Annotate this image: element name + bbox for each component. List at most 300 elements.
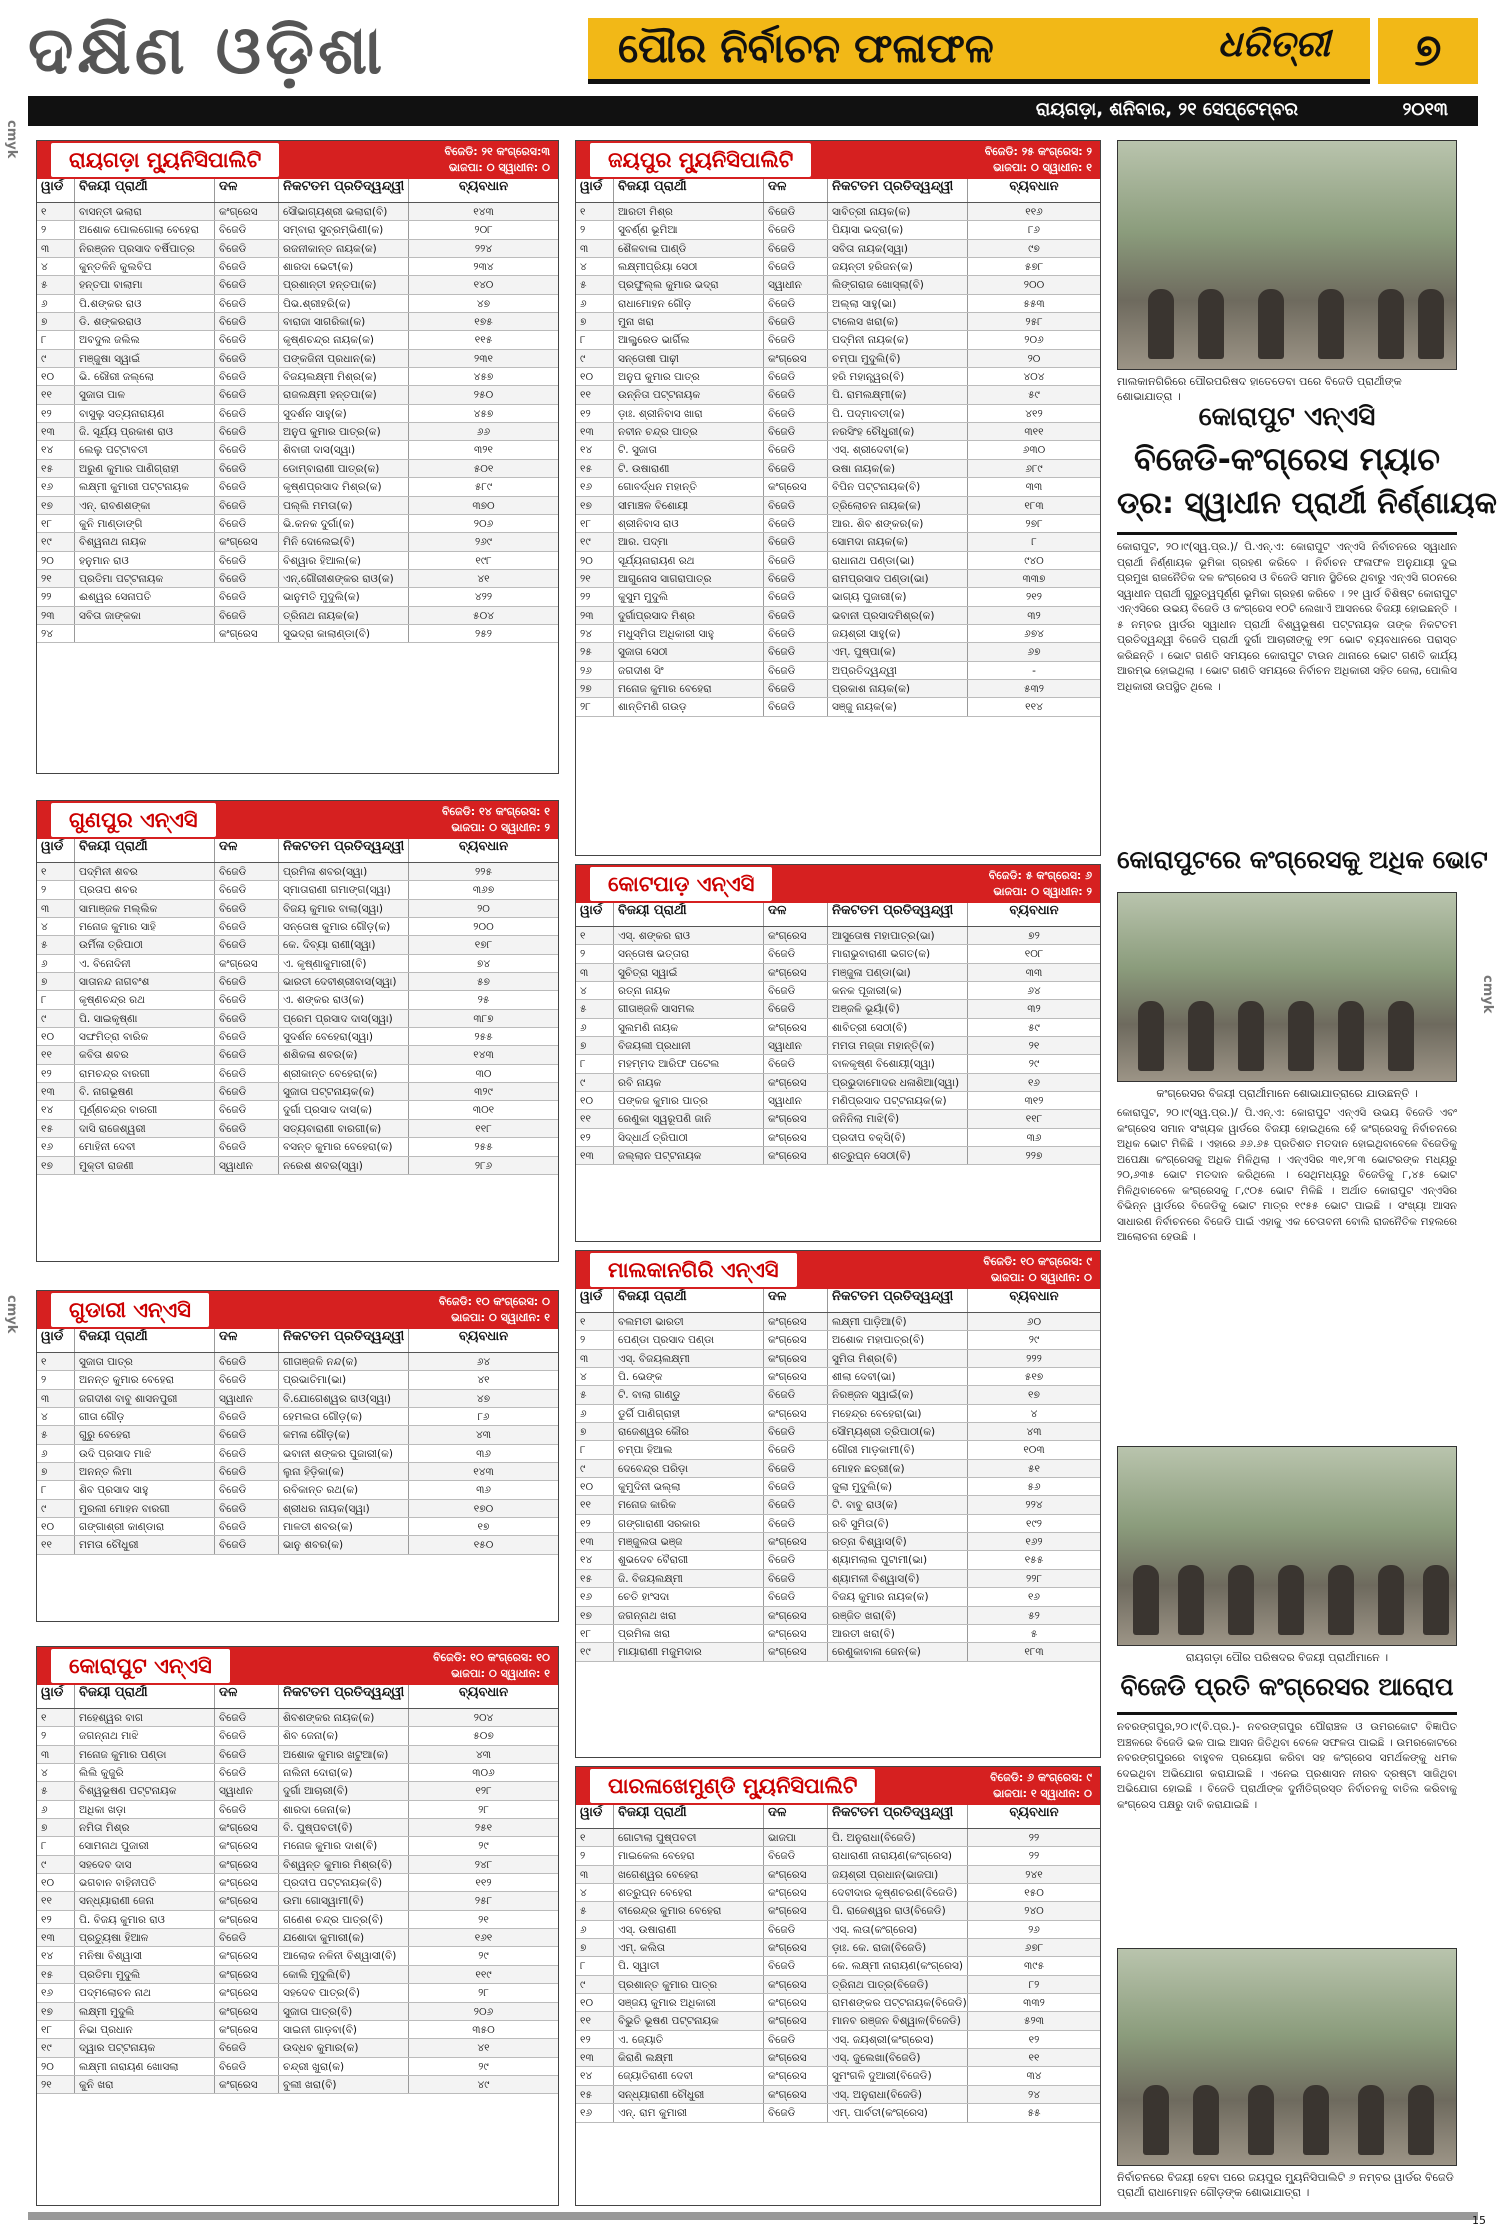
ward-number: ୧୦ xyxy=(37,1518,75,1535)
margin: ୪୭ xyxy=(476,297,491,310)
runner-up: ଶିବଶଙ୍କର ନାୟକ(କ) xyxy=(279,1709,409,1726)
table-row xyxy=(37,1892,558,1910)
table-row xyxy=(576,258,1100,276)
party: ବିଜେଡି xyxy=(215,918,279,935)
party: ବିଜେଡି xyxy=(215,1709,279,1726)
column-header: ବ୍ୟବଧାନ xyxy=(1009,903,1059,918)
table-row xyxy=(576,460,1100,478)
party: ବିଜେଡି xyxy=(764,1957,828,1974)
winner-name: ଗଙ୍ଗାଶ୍ରୀ କାଣ୍ଡାରା xyxy=(75,1518,215,1535)
photo-rayagada-winners xyxy=(1117,1446,1457,1646)
runner-up: ସମ୍ବାରା ସୁବ୍ରମ୍ଭିଣୀ(କ) xyxy=(279,221,409,238)
ward-number: ୧୦ xyxy=(576,1994,614,2011)
runner-up: ତ୍ରିନାଥ ପାତ୍ର(ବିଜେଡି) xyxy=(828,1976,968,1993)
margin: ୫ xyxy=(1030,1627,1038,1640)
table-row xyxy=(37,240,558,258)
margin: ୧୪୩ xyxy=(473,1466,494,1479)
margin: ୬୦ xyxy=(1026,1316,1042,1328)
table-row xyxy=(37,258,558,276)
winner-name: ପି.ଶଙ୍କର ରାଓ xyxy=(75,295,215,312)
margin: ୫୭ xyxy=(477,976,490,989)
table-row xyxy=(37,276,558,294)
party: ବିଜେଡି xyxy=(764,295,828,312)
party: କଂଗ୍ରେସ xyxy=(764,350,828,367)
margin: ୬୩୦ xyxy=(1022,444,1046,457)
column-header: ୱାର୍ଡ xyxy=(576,179,614,202)
party: ବିଜେଡି xyxy=(764,1441,828,1458)
party-tally: ବିଜେଡି: ୬ କଂଗ୍ରେସ: ୯ xyxy=(990,1771,1092,1784)
winner-name: ବିଶ୍ୱଭୂଷଣ ପଟ୍ଟନାୟକ xyxy=(75,1782,215,1799)
party: ସ୍ୱାଧୀନ xyxy=(764,1037,828,1054)
runner-up: ପିୟାସା ଭଦ୍ରା(କ) xyxy=(828,221,968,238)
table-row xyxy=(576,1460,1100,1478)
winner-name: ସୁଚିତ୍ରା ସ୍ୱାଇଁ xyxy=(614,964,764,981)
table-body xyxy=(576,203,1100,717)
table-row xyxy=(576,1405,1100,1423)
margin: ୮୬ xyxy=(1027,224,1041,237)
table-row xyxy=(37,368,558,386)
margin: ୨୪୧ xyxy=(1025,1868,1043,1881)
table-row xyxy=(37,1101,558,1119)
margin: ୧୧୨ xyxy=(475,1877,492,1890)
table-body xyxy=(37,863,558,1175)
ward-number: ୮ xyxy=(576,1441,614,1458)
table-row xyxy=(37,1500,558,1518)
table-row xyxy=(37,1065,558,1083)
winner-name: ବିଶ୍ୱନାଥ ନାୟକ xyxy=(75,533,215,550)
margin: ୧୧୮ xyxy=(475,1122,492,1135)
table-row xyxy=(576,680,1100,698)
ward-number: ୨୮ xyxy=(576,698,614,715)
margin: ୨୨ xyxy=(1028,1832,1040,1844)
winner-name: ହନ୍ତପା ବାଲାମା xyxy=(75,276,215,293)
ward-number: ୬ xyxy=(576,1921,614,1938)
margin: ୨୨୪ xyxy=(1025,1499,1043,1512)
margin: ୫୯ xyxy=(1028,1021,1040,1034)
margin: ୪୩ xyxy=(476,1429,491,1442)
winner-name: ଶତ୍ରୁଘ୍ନ ବେହେରା xyxy=(614,1884,764,1901)
story1-kicker: କୋରାପୁଟ ଏନ୍ଏସି xyxy=(1198,402,1376,432)
party: ବିଜେଡି xyxy=(764,588,828,605)
margin: ୧୯୨ xyxy=(1026,1517,1042,1530)
table-title: ଗୁଡାରୀ ଏନ୍ଏସି xyxy=(51,1293,209,1327)
margin: ୩୩୨ xyxy=(1023,1997,1045,2010)
margin: ୨୪୦ xyxy=(1024,1905,1044,1918)
story1-body: କୋରାପୁଟ, ୨୦।୯(ସ୍ୱ.ପ୍ର.)/ ପି.ଏନ୍.ଏ: କୋରାପୁଟ ଏନ୍ଏସି ନିର୍ବାଚନରେ ସ୍ୱାଧୀନ ପ୍ରାର୍ଥୀ ନିର୍ଣ୍ଣାୟକ ଭୂମିକା ଗ୍ରହଣ କରିବେ । ନିର୍ବାଚନ ଫଳାଫଳ ଅନୁଯାୟୀ ଦୁଇ ପ୍ରମୁଖ ରାଜନୈତିକ ଦଳ କଂଗ୍ରେସ ଓ ବିଜେଡି ସମାନ ସ୍ଥିତିରେ ଥିବାରୁ ଏନ୍ଏସି ଗଠନରେ ସ୍ୱାଧୀନ ପ୍ରାର୍ଥୀ ଗୁରୁତ୍ୱପୂର୍ଣ୍ଣ ଭୂମିକା ଗ୍ରହଣ କରିବେ । ୨୧ ୱାର୍ଡ ବିଶିଷ୍ଟ କୋରାପୁଟ ଏନ୍ଏସିରେ ଉଭୟ ବିଜେଡି ଓ କଂଗ୍ରେସ ୧୦ଟି ଲେଖାଏଁ ଆସନରେ ବିଜୟୀ ହୋଇଛନ୍ତି । ୫ ନମ୍ବର ୱାର୍ଡର ସ୍ୱାଧୀନ ପ୍ରାର୍ଥୀ ବିଶ୍ୱଭୂଷଣ ପଟ୍ଟନାୟକ ତାଙ୍କ ନିକଟତମ ପ୍ରତିଦ୍ୱନ୍ଦ୍ୱୀ ବିଜେଡି ପ୍ରାର୍ଥୀ ଦୁର୍ଗା ଆଚାରୀଙ୍କୁ ୧୨୮ ଭୋଟ ବ୍ୟବଧାନରେ ପରାସ୍ତ କରିଛନ୍ତି । ଭୋଟ ଗଣତି ସମୟରେ କୋରାପୁଟ ଟାଉନ ଥାନାରେ ଭୋଟ ଗଣତି କାର୍ଯ୍ୟ ଆରମ୍ଭ ହୋଇଥିଲା । ଭୋଟ ଗଣତି ସମୟରେ ନିର୍ବାଚନ ଅଧିକାରୀ ସହିତ ଜେଲା, ପୋଲିସ ଅଧିକାରୀ ଉପସ୍ଥିତ ଥିଲେ । xyxy=(1117,541,1457,693)
ward-number: ୧୨ xyxy=(37,1065,75,1082)
party: କଂଗ୍ରେସ xyxy=(764,927,828,944)
table-row xyxy=(576,1110,1100,1128)
table-row xyxy=(37,1120,558,1138)
winner-name: ପଦ୍ମଲୋଚନ ନାଥ xyxy=(75,1984,215,2001)
party: କଂଗ୍ରେସ xyxy=(764,478,828,495)
table-row xyxy=(37,1911,558,1929)
margin: ୪୧ xyxy=(477,1374,490,1387)
winner-name: ରାଜେଶ୍ୱର କୌର xyxy=(614,1423,764,1440)
ward-number: ୫ xyxy=(576,1386,614,1403)
margin: ୨୯ xyxy=(1028,1058,1040,1071)
party: ସ୍ୱାଧୀନ xyxy=(764,1092,828,1109)
table-row xyxy=(37,973,558,991)
dateline xyxy=(28,96,1478,126)
runner-up: ମାନବ ରଞ୍ଜନ ବିଶ୍ୱାଳ(ବିଜେଡି) xyxy=(828,2012,968,2029)
ward-number: ୯ xyxy=(576,1976,614,1993)
margin: ୨୧୨ xyxy=(1026,591,1042,604)
runner-up: ଶାରଦା ଭେଟୀ(କ) xyxy=(279,258,409,275)
margin: ୬୪ xyxy=(1027,985,1041,998)
winner-name: ଈଶ୍ୱର ସେନାପତି xyxy=(75,588,215,605)
story1-headline-line2: ଡ୍ର: ସ୍ୱାଧୀନ ପ୍ରାର୍ଥୀ ନିର୍ଣ୍ଣାୟକ xyxy=(1117,486,1497,521)
ward-number: ୭ xyxy=(37,1463,75,1480)
ward-number: ୭ xyxy=(37,973,75,990)
runner-up: ଅଲ୍ଲା ସାହୁ(ଭା) xyxy=(828,295,968,312)
dateline-bar xyxy=(28,96,588,126)
winner-name: ଭି. ରୌରୀ ଜଲ୍ଲୋ xyxy=(75,368,215,385)
table-row xyxy=(576,1496,1100,1514)
table-row xyxy=(576,386,1100,404)
margin: ୬୬ xyxy=(476,426,491,439)
ward-number: ୧୦ xyxy=(37,368,75,385)
party: ବିଜେଡି xyxy=(764,1386,828,1403)
party: ଭାଜପା xyxy=(764,1829,828,1846)
story2-headline: କୋରାପୁଟରେ କଂଗ୍ରେସକୁ ଅଧିକ ଭୋଟ xyxy=(1117,845,1488,874)
margin: ୨୧ xyxy=(1028,1040,1040,1053)
winner-name: ଗୀତା ଗୌଡ଼ xyxy=(75,1408,215,1425)
column-header: ବିଜୟୀ ପ୍ରାର୍ଥୀ xyxy=(614,903,764,926)
table-row xyxy=(576,662,1100,680)
party-tally: ବିଜେଡି: ୫ କଂଗ୍ରେସ: ୬ xyxy=(988,869,1092,882)
table-row xyxy=(576,423,1100,441)
table-row xyxy=(37,1966,558,1984)
party: କଂଗ୍ରେସ xyxy=(764,1019,828,1036)
margin: ୨୫୧ xyxy=(474,1822,493,1835)
margin: ୧୧୯ xyxy=(475,1968,492,1981)
ward-number: ୧୩ xyxy=(576,423,614,440)
table-row xyxy=(576,405,1100,423)
table-header xyxy=(576,1251,1100,1289)
table-row xyxy=(576,1921,1100,1939)
margin: ୫୧ xyxy=(1027,1462,1041,1475)
table-row xyxy=(576,698,1100,716)
party: ବିଜେଡି xyxy=(215,368,279,385)
runner-up: ଗଣେଶ ଚନ୍ଦ୍ର ପାତ୍ର(ବି) xyxy=(279,1911,409,1928)
winner-name: ଏସ୍. ବିଜୟଲକ୍ଷ୍ମୀ xyxy=(614,1350,764,1367)
ward-number: ୨୪ xyxy=(576,625,614,642)
margin: ୨୬ xyxy=(1028,1923,1040,1936)
ward-number: ୧୭ xyxy=(576,497,614,514)
ward-number: ୫ xyxy=(37,936,75,953)
winner-name: କୃଷ୍ଣଚନ୍ଦ୍ର ରଥ xyxy=(75,991,215,1008)
ward-number: ୨ xyxy=(576,221,614,238)
ward-number: ୮ xyxy=(576,1055,614,1072)
ward-number: ୧୫ xyxy=(37,1120,75,1137)
winner-name: ବାସୁଲୁ ସତ୍ୟନାରାୟଣ xyxy=(75,405,215,422)
runner-up: ଏନ୍.ଗୌରୀଶଙ୍କର ରାଓ(କ) xyxy=(279,570,409,587)
winner-name: କିରାଣି ଲକ୍ଷ୍ମୀ xyxy=(614,2049,764,2066)
column-header: ଦଳ xyxy=(764,1289,828,1312)
party: ବିଜେଡି xyxy=(215,386,279,403)
margin: ୩୨୯ xyxy=(474,1086,493,1099)
ward-number: ୧୯ xyxy=(37,533,75,550)
table-row xyxy=(576,1441,1100,1459)
ward-number: ୬ xyxy=(37,295,75,312)
column-header: ବିଜୟୀ ପ୍ରାର୍ଥୀ xyxy=(75,839,215,862)
winner-name: କବିତା ଶବର xyxy=(75,1046,215,1063)
party: ସ୍ୱାଧୀନ xyxy=(764,276,828,293)
party: କଂଗ୍ରେସ xyxy=(215,1856,279,1873)
column-header: ଦଳ xyxy=(764,179,828,202)
table-row xyxy=(37,918,558,936)
runner-up: ପି. ରାମଲକ୍ଷ୍ମୀ(କ) xyxy=(828,386,968,403)
margin: ୨୭୮ xyxy=(1025,517,1043,530)
margin: ୪୧୨ xyxy=(1025,407,1043,420)
winner-name: ମୁରଲୀ ମୋହନ ବାରଗୀ xyxy=(75,1500,215,1517)
table-header xyxy=(576,1767,1100,1805)
margin: ୪ xyxy=(1030,1407,1038,1420)
winner-name: ଗୁରୁ ବେହେରା xyxy=(75,1426,215,1443)
ward-number: ୧୭ xyxy=(37,497,75,514)
table-body xyxy=(37,203,558,643)
table-row xyxy=(37,1782,558,1800)
ward-number: ୧୩ xyxy=(37,1083,75,1100)
table-row xyxy=(576,515,1100,533)
runner-up: ସୁମଂଗଳି ଦୁଆରୀ(ବିଜେଡି) xyxy=(828,2067,968,2084)
photo-caption: ନିର୍ବାଚନରେ ବିଜୟୀ ହେବା ପରେ ଜୟପୁର ମ୍ୟୁନିସିପାଲିଟି ୬ ନମ୍ବର ୱାର୍ଡର ବିଜେଡି ପ୍ରାର୍ଥୀ ରାଧାମୋହନ ଗୌଡ଼ଙ୍କ ଶୋଭାଯାତ୍ରା । xyxy=(1117,2171,1454,2199)
winner-name: ମହମ୍ମଦ ଆରିଫ ପଟେଲ xyxy=(614,1055,764,1072)
winner-name: ନବୀନ ଚନ୍ଦ୍ର ପାତ୍ର xyxy=(614,423,764,440)
runner-up: ଅପ୍ରତିଦ୍ୱନ୍ଦ୍ୱୀ xyxy=(828,662,968,679)
winner-name: ପ୍ରଫୁଲ୍ଲ କୁମାର ଭଦ୍ରା xyxy=(614,276,764,293)
winner-name: ଆର. ପଦ୍ମା xyxy=(614,533,764,550)
footer-page-number: 15 xyxy=(1472,2214,1486,2227)
runner-up: ଭାନୁ ଶବର(କ) xyxy=(279,1536,409,1553)
runner-up: ଲୁନା ହିଡ଼ିକା(କ) xyxy=(279,1463,409,1480)
ward-number: ୨୪ xyxy=(37,625,75,642)
story3-body: ନବରଙ୍ଗପୁର,୨୦।୯(ବି.ପ୍ର.)- ନବରଙ୍ଗପୁର ପୌରାଞ୍ଚଳ ଓ ଉମରକୋଟ ବିଜ୍ଞାପିତ ଅଞ୍ଚଳରେ ବିଜେଡି ଭଳ ପାଇ ଆସନ ଜିତିଥିବା ବେଳେ ସଫଳତା ପାଇଛି । ଉମରକୋଟରେ ନବରଙ୍ଗପୁରରେ ବାହୁବଳ ପ୍ରୟୋଗ କରିବା ସହ କଂଗ୍ରେସ ସମର୍ଥକଙ୍କୁ ଧମକ ଦେଇଥିବା ଅଭିଯୋଗ କରାଯାଇଛି । ଏନେଇ ପ୍ରଶାସନ ନୀରବ ଦ୍ରଷ୍ଟା ସାଜିଥିବା ଅଭିଯୋଗ ହୋଇଛି । ବିଜେଡି ପ୍ରାର୍ଥୀଙ୍କ ଦୁର୍ନୀତିଗ୍ରସ୍ତ ନିର୍ବାଚନକୁ ବାତିଲ କରିବାକୁ କଂଗ୍ରେସ ପକ୍ଷରୁ ଦାବି କରାଯାଇଛି । xyxy=(1117,1721,1457,1811)
results-table-gudari xyxy=(36,1290,559,1622)
runner-up: ଲିଙ୍ଗରାଜ ଖୋସ୍ଲା(ବି) xyxy=(828,276,968,293)
runner-up: ଆଲୋକ ନଳିନୀ ବିଶ୍ୱାସୀ(ବି) xyxy=(279,1947,409,1964)
party: ବିଜେଡି xyxy=(764,258,828,275)
runner-up: ଶତ୍ରୁଘ୍ନ ସେଠୀ(ବି) xyxy=(828,1147,968,1164)
party-tally: ଭାଜପା: ୦ ସ୍ୱାଧୀନ: ୧ xyxy=(993,161,1092,174)
ward-number: ୬ xyxy=(576,1405,614,1422)
party: ବିଜେଡି xyxy=(764,1570,828,1587)
party: କଂଗ୍ରେସ xyxy=(215,2021,279,2038)
runner-up: ଉମା ଗୋସ୍ୱାମୀ(ବି) xyxy=(279,1892,409,1909)
ward-number: ୨ xyxy=(37,881,75,898)
column-header: ୱାର୍ଡ xyxy=(37,1329,75,1352)
margin: ୩୩ xyxy=(1025,966,1043,979)
table-row xyxy=(576,607,1100,625)
party: ବିଜେଡି xyxy=(215,1083,279,1100)
runner-up: ପି. ପଦ୍ମାବତୀ(କ) xyxy=(828,405,968,422)
story1-headline-line1: ବିଜେଡି-କଂଗ୍ରେସ ମ୍ୟାଚ xyxy=(1133,440,1441,478)
margin: ୨୦ xyxy=(477,902,490,915)
winner-name: ଜଗଦୀଶ ବାବୁ ଶାସନପୁରୀ xyxy=(75,1390,215,1407)
section-title: ପୌର ନିର୍ବାଚନ ଫଳାଫଳ xyxy=(618,26,994,72)
table-row xyxy=(37,2039,558,2057)
runner-up: ଏସ୍. ଜୁଲେଖା(ବିଜେଡି) xyxy=(828,2049,968,2066)
winner-name: ଜଲ୍ଲାନ ପଟ୍ଟନାୟକ xyxy=(614,1147,764,1164)
margin: ୫୦୧ xyxy=(473,462,494,475)
photo-congress-winners xyxy=(1117,892,1457,1082)
table-row xyxy=(576,1866,1100,1884)
ward-number: ୯ xyxy=(37,1500,75,1517)
party: କଂଗ୍ରେସ xyxy=(764,1994,828,2011)
runner-up: ପ୍ରଦୀପ ବକ୍ସି(ବି) xyxy=(828,1129,968,1146)
winner-name: ନିଭା ପ୍ରଧାନ xyxy=(75,2021,215,2038)
ward-number: ୧୧ xyxy=(576,2012,614,2029)
table-header xyxy=(576,141,1100,179)
ward-number: ୧୧ xyxy=(37,1046,75,1063)
margin: ୫୬ xyxy=(1027,1481,1041,1494)
party: ବିଜେଡି xyxy=(215,607,279,624)
runner-up: ସୁଭଦ୍ରା କାଲାଣ୍ଡା(ବି) xyxy=(279,625,409,642)
margin: ୨୦୮ xyxy=(474,224,493,237)
margin: ୮୨ xyxy=(1028,1978,1040,1991)
masthead xyxy=(28,8,1478,92)
table-row xyxy=(576,1331,1100,1349)
column-header: ନିକଟତମ ପ୍ରତିଦ୍ୱନ୍ଦ୍ୱୀ xyxy=(828,1289,968,1312)
ward-number: ୧ xyxy=(576,1829,614,1846)
runner-up: ପ୍ରକାଶ ନାୟକ(କ) xyxy=(828,680,968,697)
table-row xyxy=(576,1939,1100,1957)
party: କଂଗ୍ରେସ xyxy=(764,1147,828,1164)
party: ବିଜେଡି xyxy=(215,570,279,587)
table-row xyxy=(37,1764,558,1782)
ward-number: ୧ xyxy=(576,1313,614,1330)
winner-name: ଚମ୍ପା ହିଆଲ xyxy=(614,1441,764,1458)
party: କଂଗ୍ରେସ xyxy=(215,1837,279,1854)
winner-name: ମଞ୍ଜୁଲତା ଭଞ୍ଜ xyxy=(614,1533,764,1550)
party-tally: ଭାଜପା: ୦ ସ୍ୱାଧୀନ: ୦ xyxy=(448,161,550,174)
table-row xyxy=(37,1518,558,1536)
ward-number: ୧୩ xyxy=(37,423,75,440)
party: ବିଜେଡି xyxy=(215,240,279,257)
party: ବିଜେଡି xyxy=(215,313,279,330)
table-row xyxy=(37,607,558,625)
table-row xyxy=(576,368,1100,386)
margin: ୫୭୮ xyxy=(1024,261,1044,274)
margin: ୨୮ xyxy=(478,1987,489,2000)
runner-up: ଅଶୋକ କୁମାର ଖଟୁଆ(କ) xyxy=(279,1746,409,1763)
runner-up: ସୋମଦା ନାୟକ(କ) xyxy=(828,533,968,550)
table-row xyxy=(37,441,558,459)
ward-number: ୨୧ xyxy=(37,2076,75,2093)
column-header: ଦଳ xyxy=(215,179,279,202)
party: ବିଜେଡି xyxy=(215,1353,279,1370)
party: ବିଜେଡି xyxy=(764,240,828,257)
table-row xyxy=(37,552,558,570)
margin: ୫୨୩ xyxy=(1023,2015,1045,2028)
table-row xyxy=(37,1463,558,1481)
party: ବିଜେଡି xyxy=(215,973,279,990)
ward-number: ୬ xyxy=(37,1445,75,1462)
party: ବିଜେଡି xyxy=(215,1518,279,1535)
party: କଂଗ୍ରେସ xyxy=(764,2067,828,2084)
ward-number: ୫ xyxy=(576,1902,614,1919)
table-row xyxy=(576,927,1100,945)
winner-name: ମନୋଜ କୁମାର ସାହି xyxy=(75,918,215,935)
table-row xyxy=(576,588,1100,606)
ward-number: ୮ xyxy=(37,991,75,1008)
margin: ୩୭୦ xyxy=(472,499,495,512)
runner-up: ମଞ୍ଜୁଳା ପଣ୍ଡା(ଭା) xyxy=(828,964,968,981)
party: ବିଜେଡି xyxy=(764,1921,828,1938)
ward-number: ୧ xyxy=(37,1709,75,1726)
table-row xyxy=(576,945,1100,963)
ward-number: ୪ xyxy=(37,258,75,275)
winner-name: ପି. ସ୍ୱାତୀ xyxy=(614,1957,764,1974)
margin: ୨୩୧ xyxy=(474,352,493,365)
column-header: ବ୍ୟବଧାନ xyxy=(458,1685,509,1700)
party: ବିଜେଡି xyxy=(215,1746,279,1763)
margin: ୧୬ xyxy=(1027,1591,1041,1604)
column-header: ୱାର୍ଡ xyxy=(576,903,614,926)
winner-name: ଉଦି ପ୍ରସାଦ ମାଝି xyxy=(75,1445,215,1462)
party: ବିଜେଡି xyxy=(764,313,828,330)
party: କଂଗ୍ରେସ xyxy=(215,2003,279,2020)
runner-up: ମଣିପ୍ରସାଦ ପଟ୍ଟନାୟକ(କ) xyxy=(828,1092,968,1109)
party: କଂଗ୍ରେସ xyxy=(764,964,828,981)
ward-number: ୧୨ xyxy=(37,1911,75,1928)
table-row xyxy=(37,350,558,368)
winner-name: ମଞ୍ଜୁଷା ସ୍ୱାଇଁ xyxy=(75,350,215,367)
table-row xyxy=(576,1037,1100,1055)
margin: ୧୪୩ xyxy=(473,206,494,218)
winner-name: ସୀମାଞ୍ଚଳ ବିଶୋୟୀ xyxy=(614,497,764,514)
table-row xyxy=(37,1408,558,1426)
table-row xyxy=(37,1874,558,1892)
runner-up: ଏସ୍. ଜୟଶ୍ରୀ(କଂଗ୍ରେସ) xyxy=(828,2031,968,2048)
table-row xyxy=(576,1478,1100,1496)
margin: - xyxy=(1032,664,1036,677)
runner-up: ବି.ଯୋଗେଶ୍ୱର ରାଓ(ସ୍ୱା) xyxy=(279,1390,409,1407)
party: ବିଜେଡି xyxy=(215,405,279,422)
winner-name: ବୀରେନ୍ଦ୍ର କୁମାର ବେହେରା xyxy=(614,1902,764,1919)
winner-name: ବାସନ୍ତୀ ଭଲାରା xyxy=(75,203,215,220)
ward-number: ୯ xyxy=(37,350,75,367)
party: ବିଜେଡି xyxy=(215,441,279,458)
table-row xyxy=(576,1607,1100,1625)
winner-name: ମନୋଜ କୁମାର ବେହେରା xyxy=(614,680,764,697)
ward-number: ୧୨ xyxy=(37,405,75,422)
party: କଂଗ୍ରେସ xyxy=(764,2049,828,2066)
ward-number: ୧୪ xyxy=(576,441,614,458)
margin: ୨୮୬ xyxy=(474,1159,493,1172)
winner-name: ରେଣୁକା ସ୍ୱରୂପଣି ଜାନି xyxy=(614,1110,764,1127)
party-tally: ବିଜେଡି: ୧୦ କଂଗ୍ରେସ: ୯ xyxy=(983,1255,1092,1268)
winner-name: କୁସୁମ ମୁଦୁଲି xyxy=(614,588,764,605)
party: କଂଗ୍ରେସ xyxy=(215,1984,279,2001)
margin: ୪୯ xyxy=(477,2078,490,2091)
runner-up: ଜୟଶ୍ରୀ ସାହୁ(କ) xyxy=(828,625,968,642)
runner-up: ଆର. ଶିବ ଶଙ୍କର(କ) xyxy=(828,515,968,532)
table-row xyxy=(576,441,1100,459)
party: ବିଜେଡି xyxy=(215,1046,279,1063)
winner-name: ପି. ବିଜୟ କୁମାର ରାଓ xyxy=(75,1911,215,1928)
party: ବିଜେଡି xyxy=(215,1481,279,1498)
column-header: ବ୍ୟବଧାନ xyxy=(1009,179,1059,194)
winner-name: ଦେବେନ୍ଦ୍ର ପରିଡ଼ା xyxy=(614,1460,764,1477)
margin: ୨୦୪ xyxy=(473,1712,494,1724)
newspaper-name: ଦକ୍ଷିଣ ଓଡ଼ିଶା xyxy=(28,11,387,89)
winner-name: ମୁକ୍ତୀ ରାଜଣୀ xyxy=(75,1157,215,1174)
ward-number: ୭ xyxy=(37,313,75,330)
ward-number: ୩ xyxy=(37,1390,75,1407)
winner-name: ସନ୍ଧ୍ୟାରାଣୀ ଚୌଧୁରୀ xyxy=(614,2086,764,2103)
